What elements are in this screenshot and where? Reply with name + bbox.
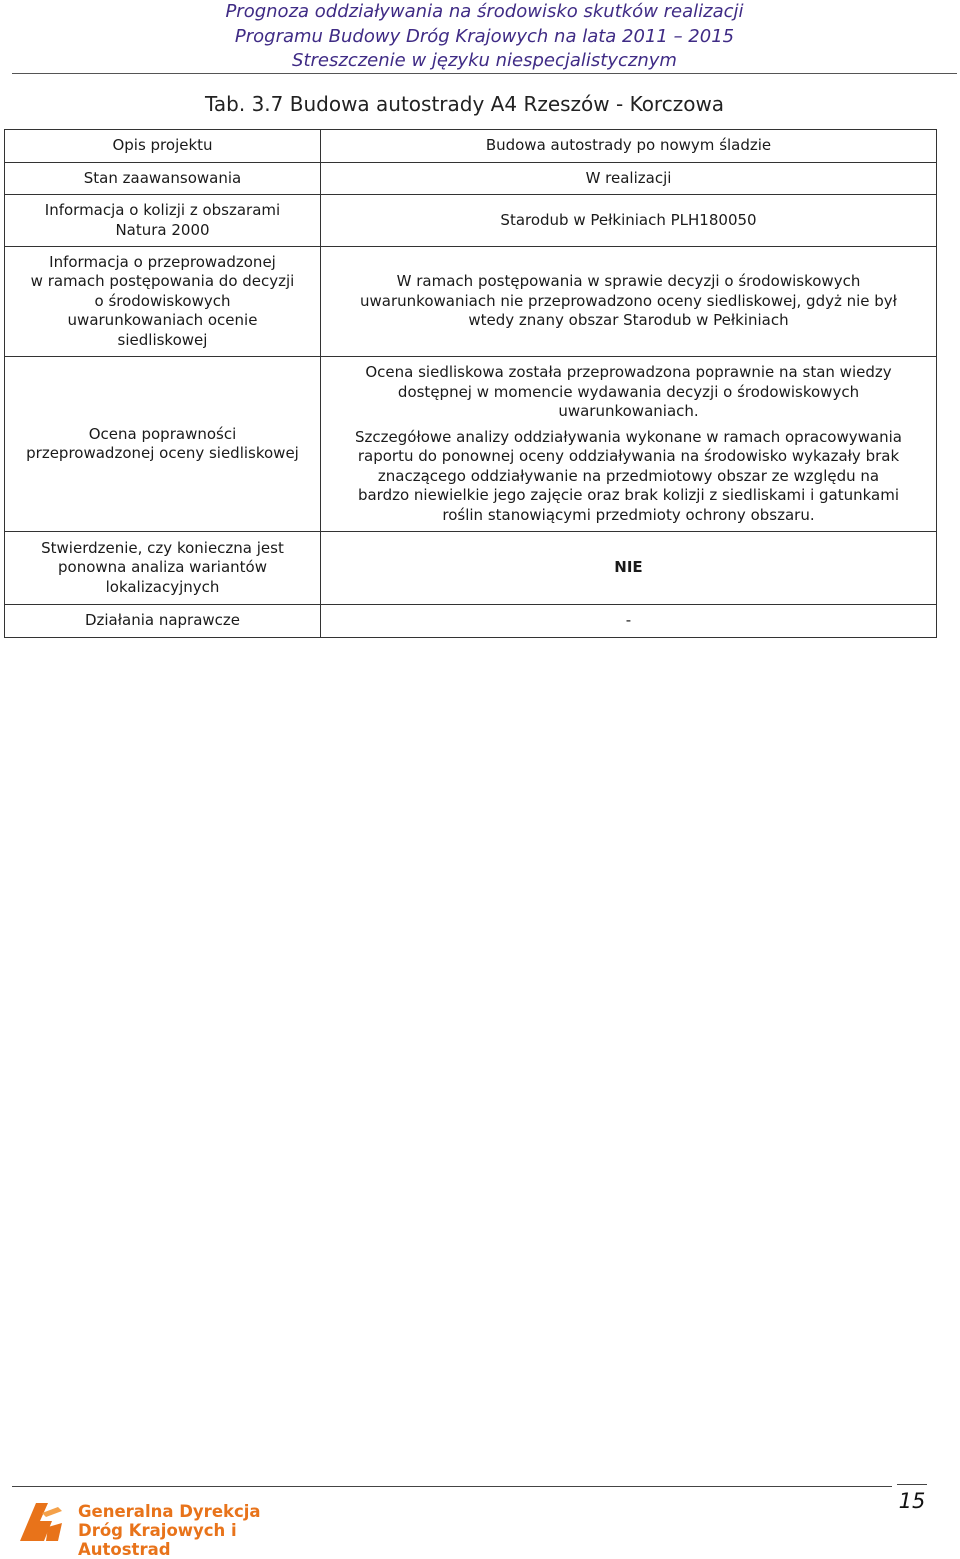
header-line-3: Streszczenie w języku niespecjalistycznym: [292, 50, 677, 71]
row-label: [5, 357, 321, 532]
table-row: [5, 247, 937, 357]
project-table: [4, 129, 937, 638]
row-value: [321, 247, 937, 357]
value-line: uwarunkowaniach.: [558, 402, 699, 420]
label-line: w ramach postępowania do decyzji: [30, 272, 295, 291]
table-row: [5, 130, 937, 163]
assessment-paragraph: [327, 363, 930, 422]
value-line: Szczegółowe analizy oddziaływania wykonane w ramach opracowywania: [355, 427, 902, 446]
value-line: raportu do ponownej oceny oddziaływania na środowisko wykazały brak: [357, 447, 900, 465]
header-line-2: Programu Budowy Dróg Krajowych na lata 2011 – 2015: [234, 25, 735, 47]
value-line: znaczącego oddziaływanie na przedmiotowy obszar ze względu na: [377, 466, 880, 485]
logo-text: [78, 1502, 328, 1559]
document-header: [12, 0, 957, 74]
road-logo-icon: [18, 1501, 64, 1543]
label-line: przeprowadzonej oceny siedliskowej: [26, 444, 299, 462]
row-value: W realizacji: [321, 163, 937, 195]
page-number: 15: [897, 1484, 927, 1513]
label-line: lokalizacyjnych: [105, 577, 220, 596]
table-row: [5, 357, 937, 532]
value-line: bardzo niewielkie jego zajęcie oraz brak kolizji z siedliskami i gatunkami: [357, 486, 900, 504]
analysis-paragraph: [327, 428, 930, 526]
label-line: Informacja o kolizji z obszarami: [44, 201, 281, 219]
row-label: [5, 195, 321, 247]
row-label: [5, 532, 321, 605]
label-line: Stwierdzenie, czy konieczna jest: [41, 538, 284, 557]
row-label: [5, 247, 321, 357]
value-line: W ramach postępowania w sprawie decyzji o środowiskowych: [396, 272, 861, 291]
row-value: NIE: [321, 532, 937, 605]
table-row: [5, 605, 937, 638]
row-label: Opis projektu: [5, 130, 321, 163]
value-line: wtedy znany obszar Starodub w Pełkiniach: [468, 311, 789, 330]
label-line: Natura 2000: [115, 220, 210, 239]
label-line: uwarunkowaniach ocenie: [67, 311, 258, 330]
label-line: o środowiskowych: [94, 291, 231, 310]
header-divider: [12, 73, 957, 74]
row-label: Działania naprawcze: [5, 605, 321, 638]
value-line: roślin stanowiącymi przedmioty ochrony obszaru.: [442, 505, 815, 524]
label-line: ponowna analiza wariantów: [58, 558, 267, 577]
table-row: [5, 163, 937, 195]
value-line: uwarunkowaniach nie przeprowadzono oceny siedliskowej, gdyż nie był: [360, 291, 897, 310]
row-label: Stan zaawansowania: [5, 163, 321, 195]
logo-line-2: Dróg Krajowych i Autostrad: [78, 1521, 237, 1559]
label-line: Informacja o przeprowadzonej: [49, 252, 276, 271]
value-line: dostępnej w momencie wydawania decyzji o środowiskowych: [397, 382, 860, 401]
row-value: Starodub w Pełkiniach PLH180050: [321, 195, 937, 247]
row-value: [321, 357, 937, 532]
footer-divider: [12, 1486, 892, 1487]
table-row: [5, 532, 937, 605]
row-value: -: [321, 605, 937, 638]
table-row: [5, 195, 937, 247]
logo-line-1: Generalna Dyrekcja: [78, 1502, 261, 1521]
value-line: Ocena siedliskowa została przeprowadzona poprawnie na stan wiedzy: [365, 363, 892, 381]
row-value: Budowa autostrady po nowym śladzie: [321, 130, 937, 163]
header-line-1: Prognoza oddziaływania na środowisko skutków realizacji: [225, 1, 744, 22]
table-caption: Tab. 3.7 Budowa autostrady A4 Rzeszów - Korczowa: [205, 92, 725, 116]
label-line: Ocena poprawności: [88, 424, 237, 443]
gddkia-logo: [18, 1499, 328, 1559]
label-line: siedliskowej: [117, 330, 208, 349]
